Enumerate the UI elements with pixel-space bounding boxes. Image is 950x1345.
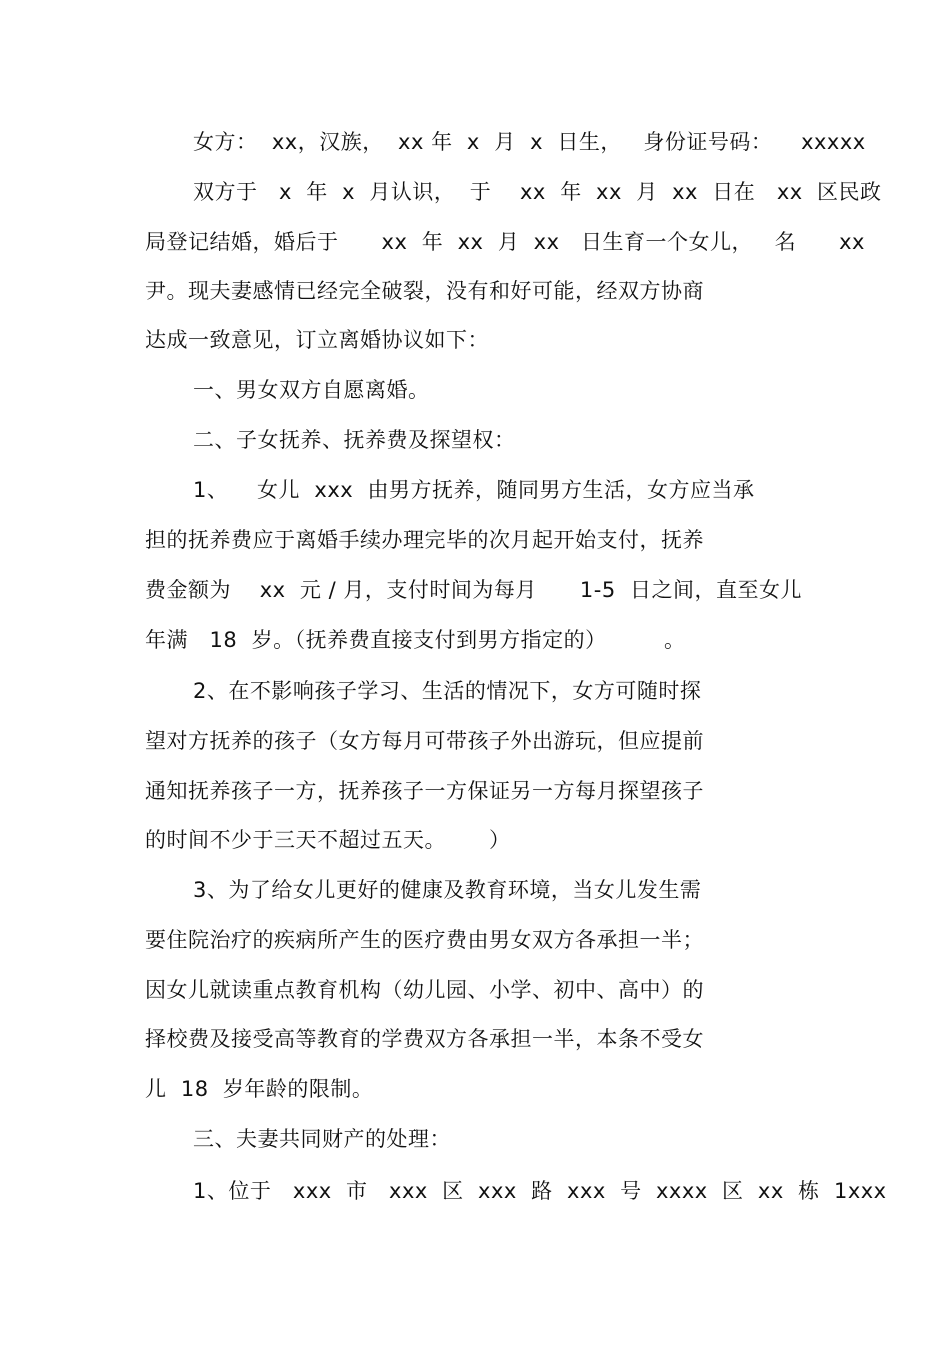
text-line: 要住院治疗的疾病所产生的医疗费由男女双方各承担一半； (145, 928, 704, 952)
text-line: 双方于 x 年 x 月认识， 于 xx 年 xx 月 xx 日在 xx 区民政 (193, 180, 882, 204)
text-line: 因女儿就读重点教育机构（幼儿园、小学、初中、高中）的 (145, 978, 704, 1002)
text-line: 达成一致意见，订立离婚协议如下： (145, 328, 489, 352)
text-line: 费金额为 xx 元 / 月，支付时间为每月 1-5 日之间，直至女儿 (145, 578, 803, 602)
text-line: 择校费及接受高等教育的学费双方各承担一半，本条不受女 (145, 1027, 704, 1051)
section-heading: 一、男女双方自愿离婚。 (193, 378, 430, 402)
section-heading: 二、子女抚养、抚养费及探望权： (193, 428, 516, 452)
text-line: 女方： xx，汉族， xx 年 x 月 x 日生， 身份证号码： xxxxx (193, 130, 866, 154)
text-line: 尹。现夫妻感情已经完全破裂，没有和好可能，经双方协商 (145, 279, 704, 303)
text-line: 担的抚养费应于离婚手续办理完毕的次月起开始支付，抚养 (145, 528, 704, 552)
text-line: 年满 18 岁。（抚养费直接支付到男方指定的） 。 (145, 628, 686, 652)
text-line: 儿 18 岁年龄的限制。 (145, 1077, 374, 1101)
text-line: 1、位于 xxx 市 xxx 区 xxx 路 xxx 号 xxxx 区 xx 栋 1xxx (193, 1179, 887, 1203)
text-line: 2、在不影响孩子学习、生活的情况下，女方可随时探 (193, 679, 702, 703)
section-heading: 三、夫妻共同财产的处理： (193, 1127, 451, 1151)
text-line: 的时间不少于三天不超过五天。 ） (145, 828, 511, 852)
text-line: 望对方抚养的孩子（女方每月可带孩子外出游玩，但应提前 (145, 729, 704, 753)
text-line: 1、 女儿 xxx 由男方抚养，随同男方生活，女方应当承 (193, 478, 755, 502)
text-line: 局登记结婚，婚后于 xx 年 xx 月 xx 日生育一个女儿， 名 xx (145, 230, 865, 254)
text-line: 3、为了给女儿更好的健康及教育环境，当女儿发生需 (193, 878, 702, 902)
text-line: 通知抚养孩子一方，抚养孩子一方保证另一方每月探望孩子 (145, 779, 704, 803)
